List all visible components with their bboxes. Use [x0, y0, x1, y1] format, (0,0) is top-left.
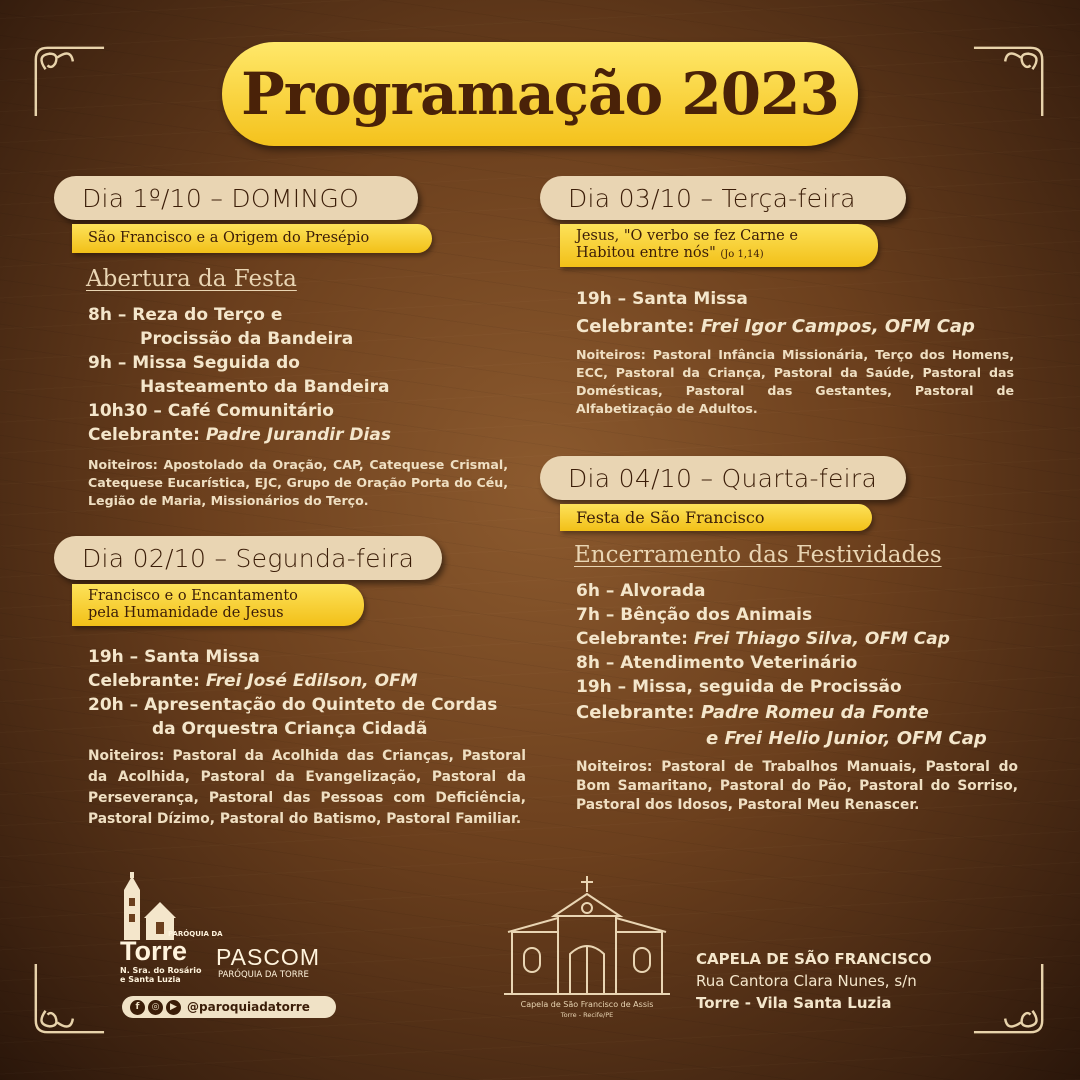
celebrant-name: Padre Jurandir Dias [205, 425, 391, 445]
day2-theme-line1: Francisco e o Encantamento [88, 588, 298, 604]
day3-theme-line2: Habitou entre nós" [576, 245, 716, 261]
chapel-caption [500, 1000, 674, 1020]
celebrant-label: Celebrante: [88, 671, 200, 691]
day1-line1b: Procissão da Bandeira [140, 329, 354, 349]
day2-line1: 19h – Santa Missa [88, 647, 260, 667]
day4-line4: 19h – Missa, seguida de Procissão [576, 677, 902, 697]
celebrant-name: Frei Igor Campos, OFM Cap [700, 316, 975, 337]
torre-logo-text: Torre [120, 936, 188, 966]
corner-ornament-bottom-left [28, 962, 106, 1040]
day3-theme-ref: (Jo 1,14) [720, 249, 764, 260]
day1-line2b: Hasteamento da Bandeira [140, 377, 390, 397]
celebrant-label: Celebrante: [576, 702, 695, 723]
day4-header-label: Dia 04/10 – Quarta-feira [568, 463, 878, 493]
celebrant-name-cont: e Frei Helio Junior, OFM Cap [706, 728, 987, 749]
day2-theme [72, 584, 364, 626]
day2-noiteiros: Noiteiros: Pastoral da Acolhida das Crianças, Pastoral da Acolhida, Pastoral da Evangelização, Pastoral da Perseverança, Pastoral das Pessoas com Deficiência, Pastoral Dízimo, Pastoral do Batismo, Pastoral Familiar. [88, 748, 526, 827]
day4-theme: Festa de São Francisco [560, 504, 872, 531]
torre-subtitle [120, 966, 201, 984]
paroquia-da-label: PARÓQUIA DA [168, 930, 223, 938]
day1-theme: São Francisco e a Origem do Presépio [72, 224, 432, 253]
celebrant-label: Celebrante: [576, 629, 688, 649]
day3-noiteiros: Noiteiros: Pastoral Infância Missionária, Terço dos Homens, ECC, Pastoral da Criança, Pastoral da Saúde, Pastoral das Domésticas, Pastoral das Gestantes, Pastoral de Alfabetização de Adultos. [576, 347, 1014, 416]
celebrant-label: Celebrante: [88, 425, 200, 445]
day3-celebrant [576, 316, 975, 338]
day4-header [540, 456, 906, 500]
celebrant-label: Celebrante: [576, 316, 695, 337]
day3-header [540, 176, 906, 220]
day2-header [54, 536, 442, 580]
social-handle[interactable]: @paroquiadatorre [187, 1000, 310, 1014]
celebrant-name: Frei Thiago Silva, OFM Cap [693, 629, 950, 649]
day2-line2: 20h – Apresentação do Quinteto de Cordas [88, 695, 498, 715]
title-banner [222, 42, 858, 146]
pascom-subtitle: PARÓQUIA DA TORRE [218, 970, 309, 980]
chapel-logo [504, 876, 670, 996]
day2-celebrant [88, 670, 418, 692]
day3-theme [560, 224, 878, 267]
chapel-neighborhood: Torre - Vila Santa Luzia [696, 994, 892, 1012]
day4-line2: 7h – Bênção dos Animais [576, 605, 813, 625]
torre-subtitle-line2: e Santa Luzia [120, 975, 181, 984]
facebook-icon[interactable]: f [130, 1000, 145, 1015]
day4-celebrant2b [706, 728, 987, 750]
day4-celebrant1 [576, 628, 950, 650]
day2-header-label: Dia 02/10 – Segunda-feira [82, 543, 415, 573]
day3-theme-line1: Jesus, "O verbo se fez Carne e [576, 228, 798, 244]
celebrant-name: Frei José Edilson, OFM [205, 671, 418, 691]
day4-line1: 6h – Alvorada [576, 581, 706, 601]
day3-header-label: Dia 03/10 – Terça-feira [568, 183, 856, 213]
day4-line3: 8h – Atendimento Veterinário [576, 653, 858, 673]
corner-ornament-bottom-right [972, 962, 1050, 1040]
day4-noiteiros: Noiteiros: Pastoral de Trabalhos Manuais, Pastoral do Bom Samaritano, Pastoral do Pão, Pastoral do Sorriso, Pastoral dos Idosos, Pastoral Meu Renascer. [576, 759, 1018, 813]
torre-subtitle-line1: N. Sra. do Rosário [120, 966, 202, 975]
page-title: Programação 2023 [241, 60, 839, 128]
chapel-caption-line1: Capela de São Francisco de Assis [520, 1000, 654, 1009]
day1-header-label: Dia 1º/10 – DOMINGO [82, 183, 360, 213]
day1-section-title: Abertura da Festa [86, 266, 297, 292]
day2-line2b: da Orquestra Criança Cidadã [152, 719, 428, 739]
day4-celebrant2 [576, 702, 929, 724]
corner-ornament-top-left [28, 40, 106, 118]
pascom-logo: PASCOM [216, 944, 320, 970]
day1-line1: 8h – Reza do Terço e [88, 305, 283, 325]
day1-noiteiros: Noiteiros: Apostolado da Oração, CAP, Catequese Crismal, Catequese Eucarística, EJC, Grupo de Oração Porta do Céu, Legião de Maria, Missionários do Terço. [88, 457, 508, 508]
instagram-icon[interactable]: ◎ [148, 1000, 163, 1015]
social-bar [122, 996, 336, 1018]
chapel-street: Rua Cantora Clara Nunes, s/n [696, 972, 917, 990]
day2-theme-line2: pela Humanidade de Jesus [88, 605, 284, 621]
corner-ornament-top-right [972, 40, 1050, 118]
chapel-name: CAPELA DE SÃO FRANCISCO [696, 950, 932, 968]
chapel-caption-line2: Torre - Recife/PE [560, 1011, 614, 1019]
day1-header [54, 176, 418, 220]
celebrant-name: Padre Romeu da Fonte [700, 702, 929, 723]
day3-line1: 19h – Santa Missa [576, 289, 748, 309]
day1-line3: 10h30 – Café Comunitário [88, 401, 334, 421]
day4-section-title: Encerramento das Festividades [574, 542, 942, 568]
youtube-icon[interactable]: ▶ [166, 1000, 181, 1015]
day1-celebrant [88, 424, 391, 446]
day1-line2: 9h – Missa Seguida do [88, 353, 300, 373]
